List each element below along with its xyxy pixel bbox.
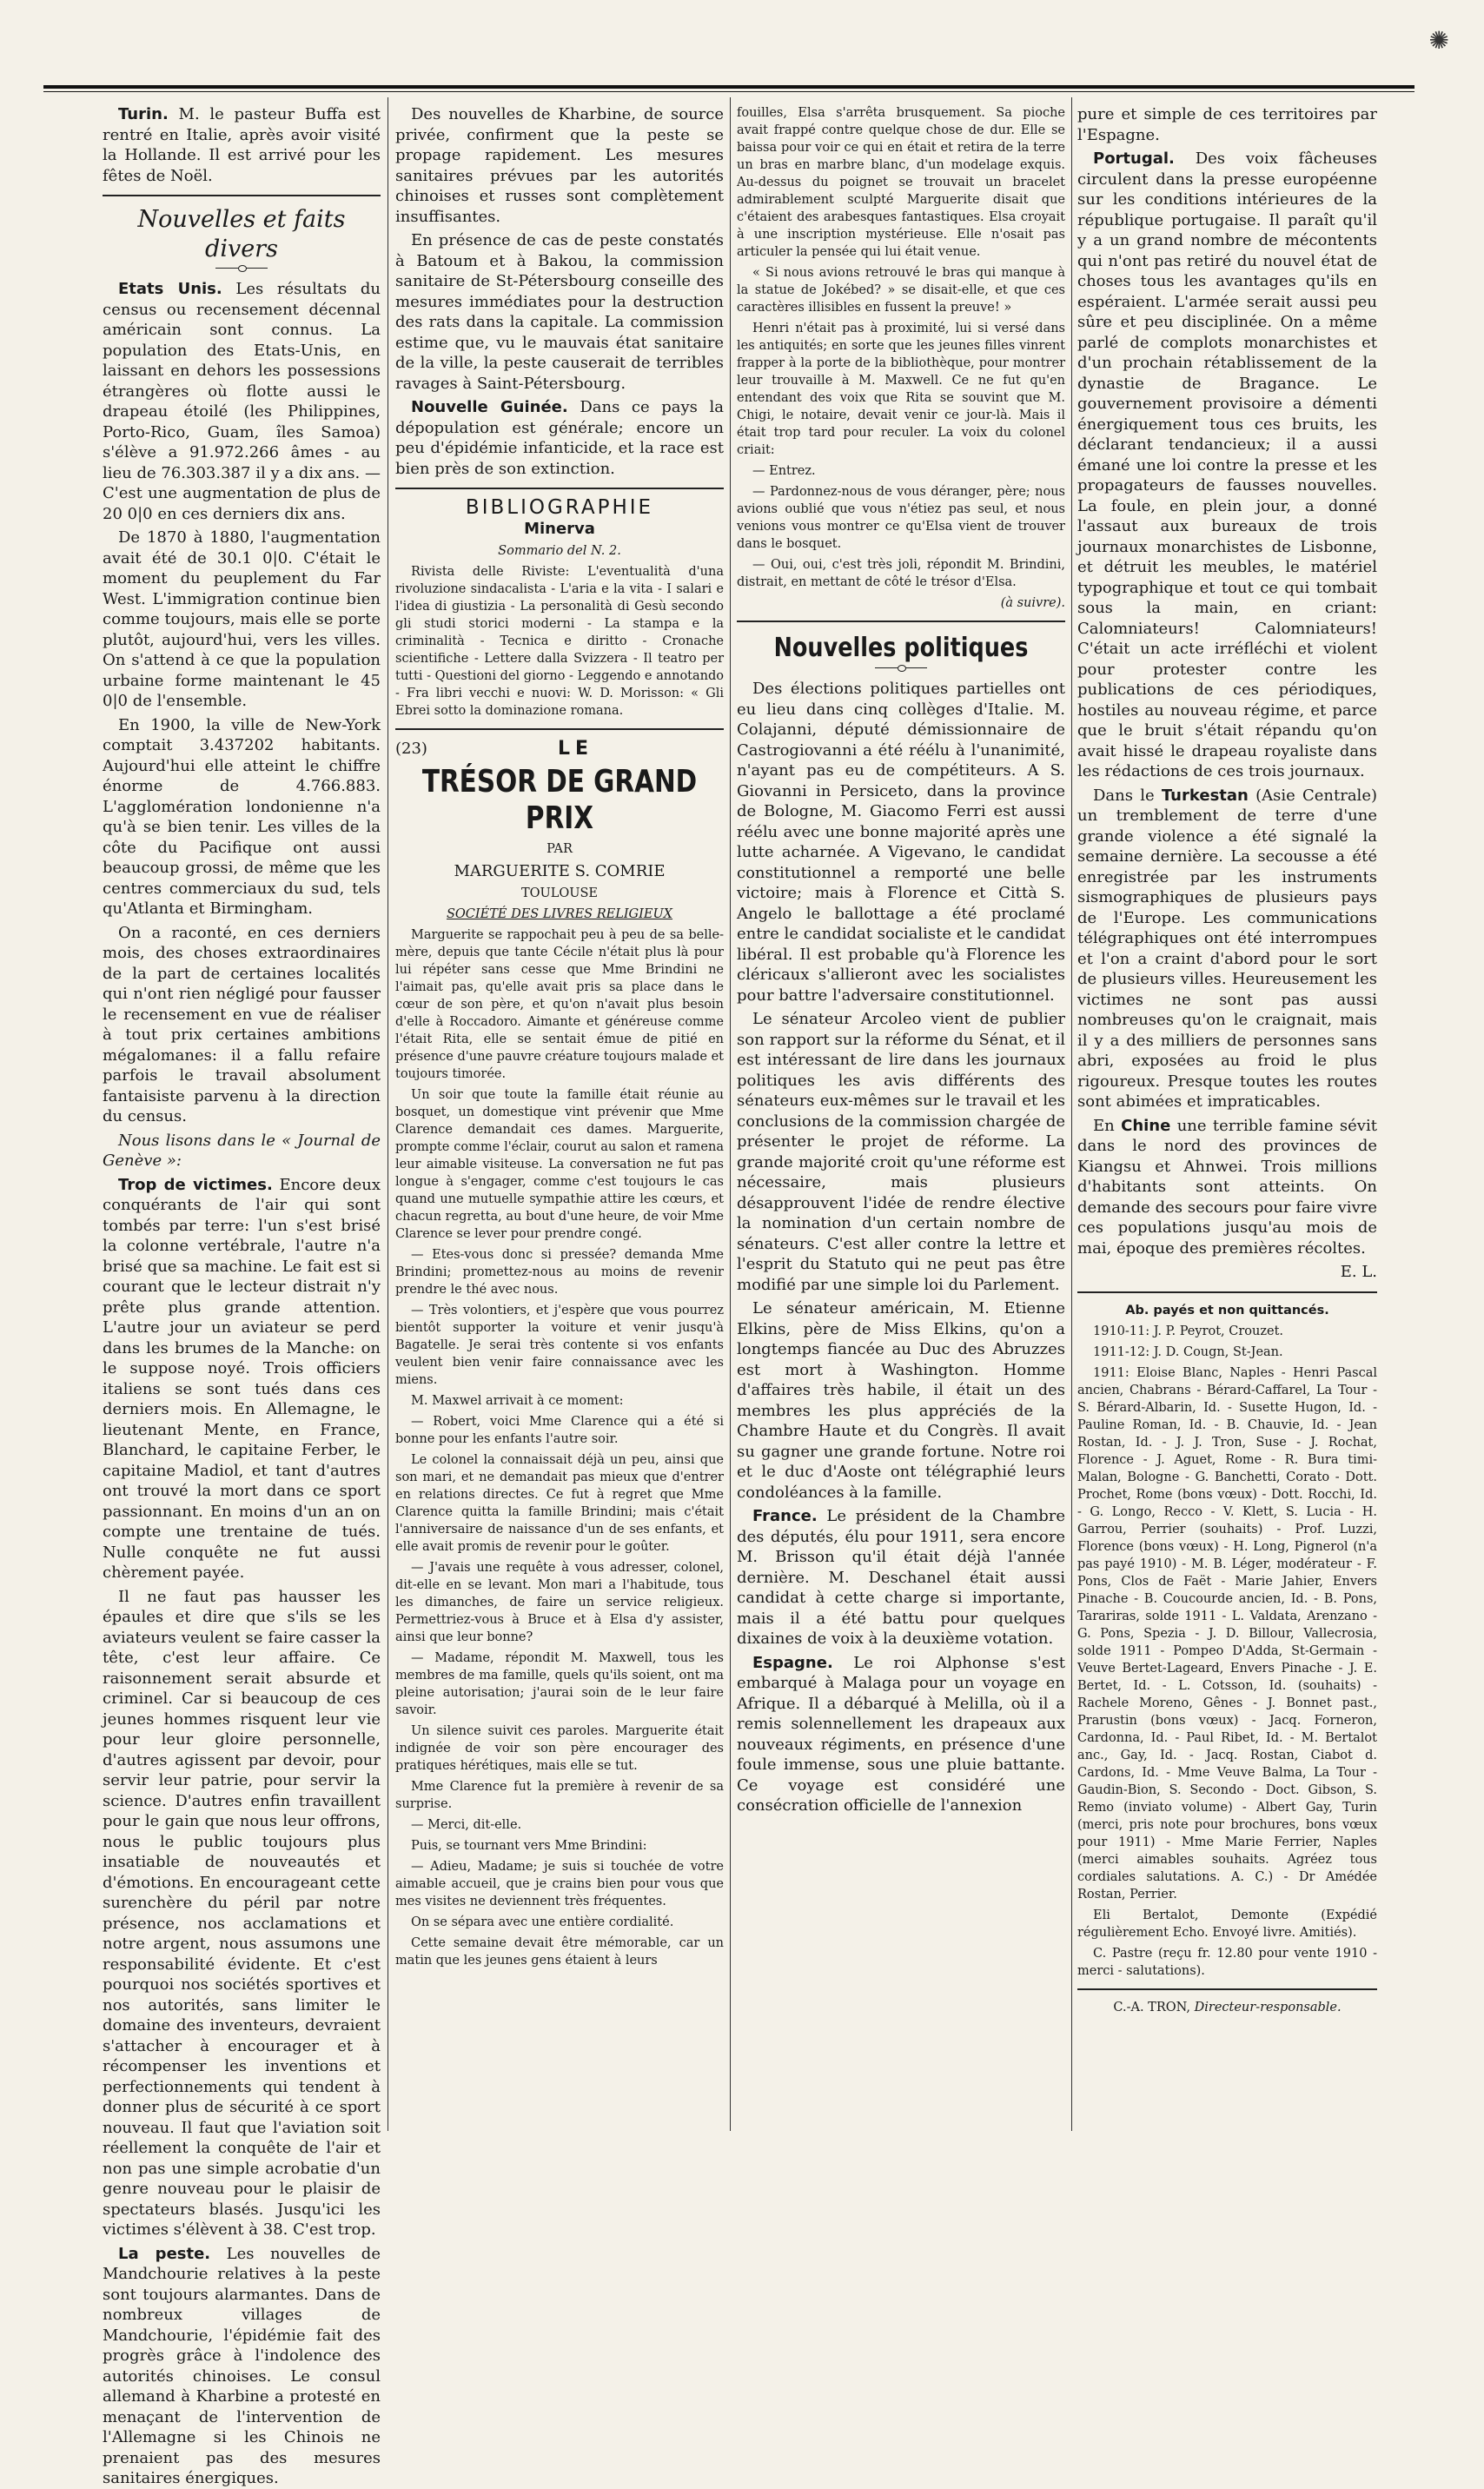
feuilleton-p9: — Madame, répondit M. Maxwell, tous les membres de ma famille, quels qu'ils soient, ont ma pleine autorisation; j'aurai soin de le leur faire savoir. [395,1651,724,1717]
batoum-paragraph: En présence de cas de peste constatés à Batoum et à Bakou, la commission sanitaire de St-Pétersbourg conseille des mesures immédiates pour la destruction des rats dans la capitale. La commission estime que, vu le mauvais état sanitaire de la ville, la peste causerait de terribles ravages à Saint-Pétersbourg. [395,231,724,393]
masthead-rule [43,85,1414,92]
column-1 [103,104,381,2487]
footer-divider [1077,1988,1377,1990]
feuilleton-society: SOCIÉTÉ DES LIVRES RELIGIEUX [446,907,673,921]
feuilleton-p11: Mme Clarence fut la première à revenir de sa surprise. [395,1780,724,1811]
turkestan-paragraph [1077,786,1377,1112]
politiques-p1: Des élections politiques partielles ont eu lieu dans cinq collèges d'Italie. M. Colajanni, député démissionnaire de Castrogiovanni a été réélu à l'unanimité, n'ayant pas eu de compétiteurs. A S. Giovanni in Persiceto, dans la province de Bologne, M. Giacomo Ferri est aussi réélu avec une bonne majorité après une lutte acharnée. A Vigevano, le candidat constitutionnel a remporté une belle victoire; mais à Florence et Città S. Angelo le ballottage a été proclamé entre le candidat socialiste et le candidat libéral. Il est probable qu'à Florence les cléricaux s'allieront avec les socialistes pour battre l'adversaire constitutionnel. [737,680,1065,1005]
feuilleton-number: (23) [395,740,427,758]
abonnements-pastre: C. Pastre (reçu fr. 12.80 pour vente 1910 - merci - salutations). [1077,1946,1377,1978]
a-suivre: (à suivre). [1000,596,1065,610]
etats-paragraph-2: De 1870 à 1880, l'augmentation avait été de 30.1 0|0. C'était le moment du peuplement du Far West. L'immigration continue bien comme toujours, mais elle se porte plutôt, aujourd'hui, vers les villes. On s'attend à ce que la population urbaine forme maintenant le 45 0|0 de l'ensemble. [103,528,381,710]
espagne-continued: pure et simple de ces territoires par l'Espagne. [1077,105,1377,144]
feuilleton-p15: On se sépara avec une entière cordialité. [411,1915,674,1929]
turin-lead: Turin. [118,105,169,123]
feuilleton-p18: « Si nous avions retrouvé le bras qui manque à la statue de Jokébed? » se disait-elle, et que ces caractères illisibles en fussent la preuve! » [737,266,1065,315]
abonnements-title: Ab. payés et non quittancés. [1125,1303,1329,1318]
feuilleton-p20: — Entrez. [752,464,816,478]
minerva-title: Minerva [524,519,595,538]
chine-paragraph [1077,1116,1377,1259]
biblio-divider [395,488,724,489]
section-divider [103,195,381,196]
feuilleton-p14: — Adieu, Madame; je suis si touchée de votre aimable accueil, que je crains bien pour vous que mes visites ne deviennent très fréquentes. [395,1860,724,1908]
portugal-paragraph [1077,149,1377,782]
feuilleton-p7: Le colonel la connaissait déjà un peu, ainsi que son mari, et ne demandait pas mieux que d'entrer en relations directes. Ce fut à regret que Mme Clarence quitta la famille Brindini; mais c'était l'anniversaire de naissance d'un de ses enfants, et elle avait promis de revenir pour le goûter. [395,1453,724,1554]
feuilleton-p21: — Pardonnez-nous de vous déranger, père; nous avions oublié que vous n'étiez pas seul, et nous venions vous montrer ce qu'Elsa vient de trouver dans le bosquet. [737,485,1065,551]
biblio-text: Rivista delle Riviste: L'eventualità d'una rivoluzione sindacalista - L'aria e la vita - I salari e l'idea di giustizia - La personalità di Gesù secondo gli studi storici moderni - La stampa e la criminalità - Tecnica e diritto - Cronache scientifiche - Lettere dalla Svizzera - Il teatro per tutti - Questioni del giorno - Leggendo e annotando - Fra libri vecchi e nuovi: W. D. Morisson: « Gli Ebrei sotto la dominazione romana. [395,565,724,718]
etats-paragraph-1 [103,279,381,524]
turkestan-lead: Turkestan [1161,786,1249,805]
director-line [1077,1999,1377,2016]
etats-paragraph-3: En 1900, la ville de New-York comptait 3.437202 habitants. Aujourd'hui elle atteint le chiffre énorme de 4.766.883. L'agglomération londonienne n'a qu'à se bien tenir. Les villes de la côte du Pacifique ont aussi beaucoup grossi, de même que les centres commerciaux du sud, tels qu'Atlanta et Birmingham. [103,715,381,918]
ornament-separator [215,268,268,269]
espagne-paragraph [737,1653,1065,1816]
france-lead: France. [752,1507,818,1525]
trop-paragraph-1 [103,1175,381,1583]
trop-lead: Trop de victimes. [118,1175,273,1194]
feuilleton-p8: — J'avais une requête à vous adresser, colonel, dit-elle en se levant. Mon mari a l'habitude, tous les dimanches, de faire un service religieux. Permettriez-vous à Bruce et à Elsa d'y assister, ainsi que leur bonne? [395,1561,724,1644]
france-paragraph [737,1506,1065,1649]
journal-geneve-intro: Nous lisons dans le « Journal de Genève »: [103,1131,381,1170]
abonnements-divider [1077,1291,1377,1293]
peste-text: Les nouvelles de Mandchourie relatives à la peste sont toujours alarmantes. Dans de nombreux villages de Mandchourie, l'épidémie fait des progrès grâce à l'indolence des autorités chinoises. Le consul allemand à Kharbine a protesté en menaçant de l'intervention de l'Allemagne si les Chinois ne prenaient pas des mesures sanitaires énergiques. [103,2244,381,2487]
peste-lead: La peste. [118,2244,211,2263]
sommario: Sommario del N. 2. [498,544,621,558]
abonnements-1910: 1910-11: J. P. Peyrot, Crouzet. [1093,1324,1284,1338]
kharbine-paragraph: Des nouvelles de Kharbine, de source privée, confirment que la peste se propage rapidement. Les mesures sanitaires prévues par les autorités chinoises et russes sont complètement insuffisantes. [395,105,724,226]
feuilleton-le: LE [557,738,593,760]
feuilleton-p19: Henri n'était pas à proximité, lui si versé dans les antiquités; en sorte que les jeunes filles vinrent frapper à la porte de la bibliothèque, pour montrer leur trouvaille à M. Maxwell. Ce ne fut qu'en entendant des voix que Rita se souvint que M. Chigi, le notaire, devait venir ce jour-là. Mais il était trop tard pour reculer. La voix du colonel criait: [737,322,1065,457]
guinee-paragraph [395,397,724,479]
guinee-text: Dans ce pays la dépopulation est générale; encore un peu d'épidémie infanticide, et la race est bien près de son extinction. [395,398,725,478]
chine-text: une terrible famine sévit dans le nord des provinces de Kiangsu et Ahnwei. Trois millions d'habitants sont atteints. On demande des secours pour faire vivre ces populations jusqu'au mois de mai, époque des premières récoltes. [1077,1116,1377,1258]
feuilleton-p3: — Etes-vous donc si pressée? demanda Mme Brindini; promettez-nous au moins de revenir prendre le thé avec nous. [395,1248,724,1297]
trop-text-1: Encore deux conquérants de l'air qui sont tombés par terre: l'un s'est brisé la colonne vertébrale, l'autre n'a brisé que sa machine. Le fait est si courant que le lecteur distrait n'y prête plus grande attention. L'autre jour un aviateur se perd dans les brumes de la Manche: on le suppose noyé. Trois officiers italiens se sont tués dans ces derniers mois. En Allemagne, le lieutenant Mente, en France, Blanchard, le capitaine Ferber, le capitaine Madiol, et tant d'autres ont trouvé la mort dans ce sport passionnant. En moins d'un an on compte une trentaine de tués. Nulle conquête ne fut aussi chèrement payée. [103,1175,381,1582]
director-title: Directeur-responsable. [1194,2000,1342,2014]
column-2 [395,104,724,2138]
turin-text: M. le pasteur Buffa est rentré en Italie, après avoir visité la Hollande. Il est arrivé pour les fêtes de Noël. [103,105,381,185]
feuilleton-city: TOULOUSE [520,886,599,900]
turkestan-text: (Asie Centrale) un tremblement de terre d'une grande violence a été signalé la semaine dernière. La secousse a été enregistrée par les instruments sismographiques de plusieurs pays de l'Europe. Les communications télégraphiques ont été interrompues et l'on a craint d'abord pour le sort de plusieurs villes. Heureusement les victimes ne sont pas aussi nombreuses qu'on le craignait, mais il y a des milliers de personnes sans abri, exposées au froid le plus rigoureux. Presque toutes les routes sont abimées et impraticables. [1077,786,1377,1111]
france-text: Le président de la Chambre des députés, élu pour 1911, sera encore M. Brisson qu'il était déjà l'année dernière. M. Deschanel était aussi candidat à cette charge si importante, mais il a été battu pour quelques dixaines de voix à la deuxième votation. [737,1507,1065,1648]
portugal-text: Des voix fâcheuses circulent dans la presse européenne sur les conditions intérieures de la république portugaise. Il paraît qu'il y a un grand nombre de mécontents qui n'ont pas retiré du nouvel état de choses tous les avantages qu'ils en espéraient. L'armée serait aussi peu sûre et peu disciplinée. On a même parlé de complots monarchistes et d'un prochain rétablissement de la dynastie de Bragance. Le gouvernement provisoire a démenti énergiquement tous ces bruits, les déclarant tendancieux; il a aussi émané une loi contre la presse et les propagateurs de fausses nouvelles. La foule, en plein jour, a donné l'assaut aux bureaux de trois journaux monarchistes de Lisbonne, et détruit les meubles, le matériel typographique et tout ce qui tombait sous la main, en criant: Calomniateurs! Calomniateurs! C'était un acte irréfléchi et violent pour protester contre les publications de ces périodiques, hostiles au nouveau régime, et parce que le bruit s'était répandu qu'on avait hissé le drapeau royaliste dans les rédactions de ces trois journaux. [1077,149,1377,780]
article-signature: E. L. [1340,1263,1377,1281]
chine-lead: Chine [1121,1116,1171,1135]
feuilleton-p10: Un silence suivit ces paroles. Marguerite était indignée de voir son père encourager des pratiques hérétiques, mais elle se tut. [395,1724,724,1773]
portugal-lead: Portugal. [1093,149,1175,168]
bibliographie-title: BIBLIOGRAPHIE [465,496,654,519]
feuilleton-p2: Un soir que toute la famille était réunie au bosquet, un domestique vint prévenir que Mme Clarence demandait ces dames. Marguerite, prompte comme l'éclair, courut au salon et ramena leur aimable visiteuse. La conversation ne fut pas longue à s'engager, comme c'est toujours le cas quand une mutuelle sympathie attire les cœurs, et chacun regretta, au bout d'une heure, de voir Mme Clarence se lever pour prendre congé. [395,1088,724,1241]
section-title-faits-divers: Nouvelles et faits divers [137,206,346,262]
director-name: C.-A. TRON, [1113,2000,1191,2014]
feuilleton-p16: Cette semaine devait être mémorable, car un matin que les jeunes gens étaient à leurs [395,1936,724,1968]
chine-pre: En [1093,1116,1115,1135]
abonnements-eli: Eli Bertalot, Demonte (Expédié régulièrement Echo. Envoyé livre. Amitiés). [1077,1908,1377,1940]
feuilleton-p17: fouilles, Elsa s'arrêta brusquement. Sa pioche avait frappé contre quelque chose de dur. Elle se baissa pour voir ce qui en était et retira de la terre un bras en marbre blanc, d'un modelage exquis. Au-dessus du poignet se trouvait un bracelet admirablement sculpté Marguerite disait que c'étaient des arabesques fantastiques. Elsa croyait à une inscription mystérieuse. Elle n'osait pas articuler la pensée qui lui était venue. [737,106,1065,259]
feuilleton-divider [395,728,724,730]
turin-paragraph [103,104,381,186]
feuilleton-p13: Puis, se tournant vers Mme Brindini: [411,1839,647,1853]
turkestan-pre: Dans le [1093,786,1155,805]
feuilleton-title: TRÉSOR DE GRAND PRIX [421,763,698,836]
politiques-p2: Le sénateur Arcoleo vient de publier son rapport sur la réforme du Sénat, et il est intéressant de lire dans les journaux politiques les avis différents des sénateurs eux-mêmes sur le travail et les conclusions de la commission chargée de présenter le projet de réforme. La grande majorité croit qu'une réforme est nécessaire, mais plusieurs désapprouvent l'idée de rendre élective la nomination d'un certain nombre de sénateurs. C'est aller contre la lettre et l'esprit du Statuto qui ne peut pas être modifié par une simple loi du Parlement. [737,1010,1065,1294]
trop-paragraph-2: Il ne faut pas hausser les épaules et dire que s'ils se les aviateurs veulent se faire casser la tête, c'est leur affaire. Ce raisonnement serait absurde et criminel. Car si beaucoup de ces jeunes hommes risquent leur vie pour leur gloire personnelle, d'autres agissent par devoir, pour servir leur patrie, pour servir la science. D'autres enfin travaillent pour le gain que nous leur offrons, nous le public toujours plus insatiable de nouveautés et d'émotions. En encourageant cette surenchère du péril par notre présence, nos acclamations et notre argent, nous assumons une responsabilité évidente. Et c'est pourquoi nos sociétés sportives et nos autorités, sans limiter le domaine des inventeurs, devraient s'attacher à encourager et à récompenser les inventions et perfectionnements qui tendent à donner plus de sécurité à ce sport nouveau. Il faut que l'aviation soit réellement la conquête de l'air et non pas une simple acrobatie d'un genre nouveau pour le plaisir de spectateurs blasés. Jusqu'ici les victimes s'élèvent à 38. C'est trop. [103,1587,381,2239]
etats-lead: Etats Unis. [118,280,222,298]
feuilleton-p22: — Oui, oui, c'est très joli, répondit M. Brindini, distrait, en mettant de côté le trésor d'Elsa. [737,558,1065,589]
feuilleton-par: PAR [547,841,573,856]
nouvelles-politiques-title: Nouvelles politiques [773,633,1029,663]
page-stain-mark: ✺ [1428,26,1449,55]
column-4 [1077,104,1377,2138]
politiques-divider [737,621,1065,622]
column-rule-3 [1071,97,1072,2131]
feuilleton-header [395,739,724,760]
feuilleton-p6: — Robert, voici Mme Clarence qui a été si bonne pour les enfants l'autre soir. [395,1415,724,1446]
feuilleton-p4: — Très volontiers, et j'espère que vous pourrez bientôt supporter la voiture et venir jusqu'à Bagatelle. Je serai très contente si vos enfants veulent bien venir faire connaissance avec les miens. [395,1304,724,1387]
etats-text-1: Les résultats du census ou recensement décennal américain sont connus. La population des Etats-Unis, en laissant en dehors les possessions étrangères où flotte aussi le drapeau étoilé (les Philippines, Porto-Rico, Guam, îles Samoa) s'élève a 91.972.266 âmes - au lieu de 76.303.387 il y a dix ans. — C'est une augmentation de plus de 20 0|0 en ces derniers dix ans. [103,280,381,523]
feuilleton-p5: M. Maxwel arrivait à ce moment: [411,1394,624,1408]
abonnements-1911-12: 1911-12: J. D. Cougn, St-Jean. [1093,1344,1283,1359]
feuilleton-author: MARGUERITE S. COMRIE [454,861,666,880]
guinee-lead: Nouvelle Guinée. [411,398,568,416]
politiques-p3: Le sénateur américain, M. Etienne Elkins, père de Miss Elkins, qu'on a longtemps fiancée au Duc des Abruzzes est mort à Washington. Homme d'affaires très habile, il était un des membres les plus appréciés de la Chambre Haute et du Congrès. Il avait su gagner une grande fortune. Notre roi et le duc d'Aoste ont télégraphié leurs condoléances à la famille. [737,1299,1065,1502]
ornament-separator-2 [875,667,927,668]
peste-paragraph [103,2244,381,2489]
feuilleton-p1: Marguerite se rappochait peu à peu de sa belle-mère, depuis que tante Cécile n'était plus là pour lui répéter sans cesse que Mme Brindini ne l'aimait pas, qu'elle avait pris sa place dans le cœur de son père, et qu'on n'avait plus besoin d'elle à Roccadoro. Aimante et généreuse comme l'était Rita, elle se sentait émue de pitié en présence d'une pauvre créature toujours malade et toujours timorée. [395,928,724,1081]
espagne-lead: Espagne. [752,1653,833,1672]
etats-paragraph-4: On a raconté, en ces derniers mois, des choses extraordinaires de la part de certaines localités qui n'ont rien négligé pour fausser le recensement en vue de réaliser à tout prix certaines ambitions mégalomanes: il a fallu refaire parfois le travail absolument fantaisiste parvenu à la direction du census. [103,923,381,1125]
feuilleton-p12: — Merci, dit-elle. [411,1818,522,1832]
abonnements-1911: 1911: Eloise Blanc, Naples - Henri Pascal ancien, Chabrans - Bérard-Caffarel, La Tour - S. Bérard-Albarin, Id. - Susette Hugon, Id. - Pauline Roman, Id. - B. Chauvie, Id. - Jean Rostan, Id. - J. J. Tron, Suse - J. Rochat, Florence - J. Aguet, Rome - R. Bura timi- Malan, Bologne - G. Banchetti, Corato - Dott. Prochet, Rome (bons vœux) - Dott. Rocchi, Id. - G. Longo, Recco - V. Klett, S. Lucia - H. Garrou, Perrier (souhaits) - Prof. Luzzi, Florence (bons vœux) - H. Long, Pignerol (n'a pas payé 1910) - M. B. Léger, modérateur - F. Pons, Clos de Faët - Marie Jahier, Envers Pinache - B. Coucourde ancien, Id. - B. Pons, Tarariras, solde 1911 - L. Valdata, Arenzano - G. Pons, Spezia - J. D. Billour, Vallecrosia, solde 1911 - Pompeo D'Adda, St-Germain - Veuve Bertet-Lageard, Envers Pinache - J. E. Bertet, Id. - L. Cotsson, Id. (souhaits) - Rachele Moreno, Gênes - J. Bonnet past., Prarustin (bons vœux) - Jacq. Forneron, Cardonna, Id. - Paul Ribet, Id. - M. Bertalot anc., Gay, Id. - Jacq. Rostan, Ciabot d. Cardons, Id. - Mme Veuve Balma, La Tour - Gaudin-Bion, S. Secondo - Doct. Gibson, S. Remo (inviato volume) - Albert Gay, Turin (merci, pris note pour brochures, bons vœux pour 1911) - Mme Marie Ferrier, Naples (merci aimables souhaits. Agréez tous cordiales salutations. A. C.) - Dr Amédée Rostan, Perrier. [1077,1365,1377,1902]
espagne-text: Le roi Alphonse s'est embarqué à Malaga pour un voyage en Afrique. Il a débarqué à Melilla, où il a remis solennellement les drapeaux aux nouveaux régiments, en présence d'une foule immense, sous une pluie battante. Ce voyage est considéré une consécration officielle de l'annexion [737,1653,1065,1815]
column-rule-2 [730,97,731,2131]
column-3 [737,104,1065,2138]
